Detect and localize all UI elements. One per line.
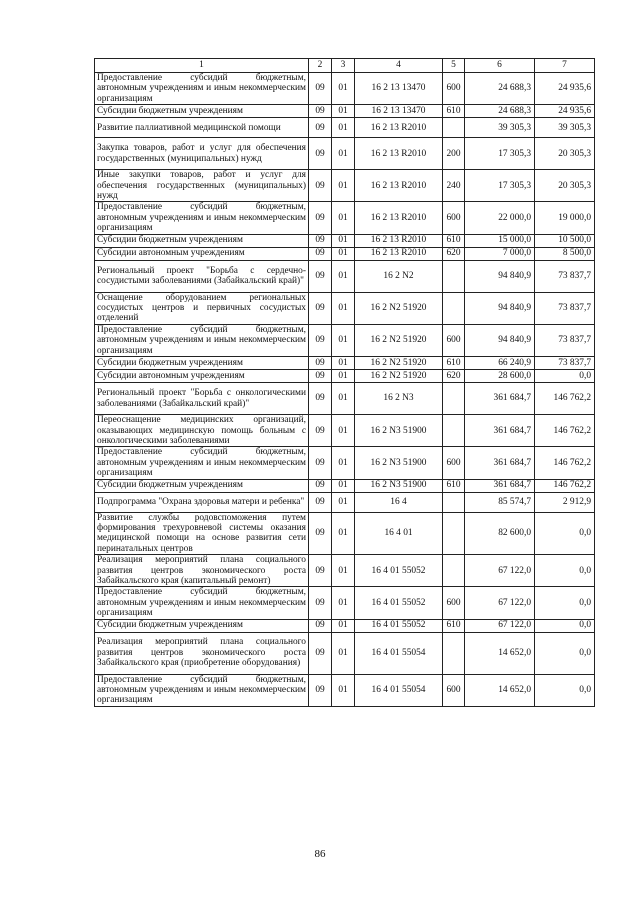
row-section: 09: [309, 415, 332, 447]
table-row: [95, 170, 595, 202]
row-amount-2: 10 500,0: [535, 234, 595, 247]
row-name: Предоставление субсидий бюджетным, автономным учреждениям и иным некоммерческим организациям: [95, 202, 309, 234]
row-amount-2: 73 837,7: [535, 324, 595, 356]
row-amount-2: 0,0: [535, 370, 595, 383]
row-expense-type: 620: [443, 370, 465, 383]
row-amount-2: 0,0: [535, 674, 595, 706]
row-section: 09: [309, 674, 332, 706]
row-amount-1: 28 600,0: [465, 370, 535, 383]
row-name: Развитие службы родовспоможения путем формирования трехуровневой системы оказания медицинской помощи на основе развития сети перинатальных центров: [95, 512, 309, 555]
row-target-article: 16 2 13 R2010: [355, 234, 443, 247]
row-expense-type: [443, 292, 465, 324]
row-subsection: 01: [332, 247, 355, 260]
row-name: Предоставление субсидий бюджетным, автономным учреждениям и иным некоммерческим организациям: [95, 324, 309, 356]
row-target-article: 16 4 01 55052: [355, 555, 443, 587]
row-section: 09: [309, 292, 332, 324]
row-section: 09: [309, 479, 332, 492]
row-amount-1: 15 000,0: [465, 234, 535, 247]
row-subsection: 01: [332, 479, 355, 492]
row-amount-2: 24 935,6: [535, 105, 595, 118]
row-target-article: 16 2 N3 51900: [355, 447, 443, 479]
row-subsection: 01: [332, 674, 355, 706]
row-amount-2: 146 762,2: [535, 447, 595, 479]
row-amount-2: 19 000,0: [535, 202, 595, 234]
row-amount-1: 67 122,0: [465, 555, 535, 587]
row-target-article: 16 2 13 13470: [355, 105, 443, 118]
row-amount-1: 17 305,3: [465, 170, 535, 202]
row-section: 09: [309, 383, 332, 415]
row-name: Субсидии бюджетным учреждениям: [95, 234, 309, 247]
row-target-article: 16 2 13 R2010: [355, 202, 443, 234]
row-name: Предоставление субсидий бюджетным, автономным учреждениям и иным некоммерческим организациям: [95, 587, 309, 619]
row-target-article: 16 4 01 55052: [355, 587, 443, 619]
row-section: 09: [309, 447, 332, 479]
row-expense-type: 600: [443, 674, 465, 706]
row-subsection: 01: [332, 383, 355, 415]
row-section: 09: [309, 138, 332, 170]
row-amount-1: 85 574,7: [465, 492, 535, 512]
row-target-article: 16 2 N2 51920: [355, 292, 443, 324]
row-expense-type: 600: [443, 73, 465, 105]
row-name: Субсидии бюджетным учреждениям: [95, 479, 309, 492]
row-expense-type: [443, 118, 465, 138]
row-target-article: 16 2 N3 51900: [355, 415, 443, 447]
header-col-expense-type: 5: [443, 59, 465, 73]
row-amount-1: 94 840,9: [465, 260, 535, 292]
row-expense-type: 620: [443, 247, 465, 260]
row-name: Субсидии бюджетным учреждениям: [95, 105, 309, 118]
table-row: [95, 234, 595, 247]
row-amount-2: 0,0: [535, 512, 595, 555]
row-amount-1: 66 240,9: [465, 357, 535, 370]
table-row: [95, 619, 595, 632]
table-row: [95, 447, 595, 479]
row-expense-type: 600: [443, 587, 465, 619]
row-section: 09: [309, 492, 332, 512]
row-expense-type: [443, 555, 465, 587]
row-expense-type: 610: [443, 105, 465, 118]
row-name: Предоставление субсидий бюджетным, автономным учреждениям и иным некоммерческим организациям: [95, 447, 309, 479]
row-target-article: 16 4 01 55054: [355, 674, 443, 706]
row-amount-1: 361 684,7: [465, 447, 535, 479]
table-row: [95, 555, 595, 587]
table-row: [95, 260, 595, 292]
table-row: [95, 587, 595, 619]
table-row: [95, 632, 595, 674]
table-row: [95, 118, 595, 138]
table-row: [95, 383, 595, 415]
table-row: [95, 370, 595, 383]
row-section: 09: [309, 324, 332, 356]
row-expense-type: 200: [443, 138, 465, 170]
row-section: 09: [309, 234, 332, 247]
row-subsection: 01: [332, 73, 355, 105]
row-target-article: 16 2 N3 51900: [355, 479, 443, 492]
table-header-row: [95, 59, 595, 73]
row-expense-type: 600: [443, 447, 465, 479]
row-name: Развитие паллиативной медицинской помощи: [95, 118, 309, 138]
row-name: Предоставление субсидий бюджетным, автономным учреждениям и иным некоммерческим организациям: [95, 73, 309, 105]
row-target-article: 16 4 01 55052: [355, 619, 443, 632]
row-amount-2: 20 305,3: [535, 170, 595, 202]
row-section: 09: [309, 632, 332, 674]
row-name: Субсидии автономным учреждениям: [95, 370, 309, 383]
row-section: 09: [309, 118, 332, 138]
table-row: [95, 415, 595, 447]
row-expense-type: 600: [443, 202, 465, 234]
row-amount-2: 146 762,2: [535, 479, 595, 492]
header-col-target-article: 4: [355, 59, 443, 73]
table-row: [95, 357, 595, 370]
table-row: [95, 292, 595, 324]
row-name: Иные закупки товаров, работ и услуг для обеспечения государственных (муниципальных) нужд: [95, 170, 309, 202]
row-target-article: 16 4: [355, 492, 443, 512]
header-col-amount-1: 6: [465, 59, 535, 73]
row-amount-1: 24 688,3: [465, 105, 535, 118]
table-body: [95, 73, 595, 707]
row-target-article: 16 2 13 R2010: [355, 247, 443, 260]
row-subsection: 01: [332, 324, 355, 356]
row-subsection: 01: [332, 170, 355, 202]
row-expense-type: [443, 632, 465, 674]
row-target-article: 16 2 13 13470: [355, 73, 443, 105]
row-expense-type: 600: [443, 324, 465, 356]
row-name: Переоснащение медицинских организаций, оказывающих медицинскую помощь больным с онкологическими заболеваниями: [95, 415, 309, 447]
row-subsection: 01: [332, 492, 355, 512]
row-target-article: 16 4 01 55054: [355, 632, 443, 674]
row-section: 09: [309, 555, 332, 587]
table-row: [95, 512, 595, 555]
table-row: [95, 202, 595, 234]
table-row: [95, 492, 595, 512]
row-amount-2: 39 305,3: [535, 118, 595, 138]
header-col-amount-2: 7: [535, 59, 595, 73]
row-amount-1: 361 684,7: [465, 479, 535, 492]
row-subsection: 01: [332, 370, 355, 383]
row-expense-type: 240: [443, 170, 465, 202]
row-amount-2: 0,0: [535, 632, 595, 674]
row-section: 09: [309, 370, 332, 383]
row-name: Оснащение оборудованием региональных сосудистых центров и первичных сосудистых отделений: [95, 292, 309, 324]
row-target-article: 16 2 N2 51920: [355, 370, 443, 383]
row-expense-type: [443, 383, 465, 415]
row-amount-2: 0,0: [535, 619, 595, 632]
row-name: Предоставление субсидий бюджетным, автономным учреждениям и иным некоммерческим организациям: [95, 674, 309, 706]
budget-table: [94, 58, 595, 707]
row-name: Закупка товаров, работ и услуг для обеспечения государственных (муниципальных) нужд: [95, 138, 309, 170]
table-row: [95, 73, 595, 105]
row-target-article: 16 4 01: [355, 512, 443, 555]
row-subsection: 01: [332, 357, 355, 370]
header-col-section: 2: [309, 59, 332, 73]
row-subsection: 01: [332, 292, 355, 324]
row-subsection: 01: [332, 632, 355, 674]
row-subsection: 01: [332, 447, 355, 479]
row-amount-1: 361 684,7: [465, 383, 535, 415]
table-row: [95, 479, 595, 492]
row-expense-type: 610: [443, 357, 465, 370]
row-amount-1: 361 684,7: [465, 415, 535, 447]
row-amount-2: 24 935,6: [535, 73, 595, 105]
row-amount-2: 0,0: [535, 555, 595, 587]
row-amount-2: 8 500,0: [535, 247, 595, 260]
row-section: 09: [309, 512, 332, 555]
row-amount-1: 94 840,9: [465, 292, 535, 324]
row-amount-1: 67 122,0: [465, 587, 535, 619]
row-amount-2: 20 305,3: [535, 138, 595, 170]
row-name: Региональный проект "Борьба с онкологическими заболеваниями (Забайкальский край)": [95, 383, 309, 415]
row-section: 09: [309, 357, 332, 370]
row-subsection: 01: [332, 138, 355, 170]
row-expense-type: 610: [443, 234, 465, 247]
row-subsection: 01: [332, 118, 355, 138]
row-name: Подпрограмма "Охрана здоровья матери и ребенка": [95, 492, 309, 512]
row-target-article: 16 2 13 R2010: [355, 138, 443, 170]
row-subsection: 01: [332, 202, 355, 234]
row-amount-1: 39 305,3: [465, 118, 535, 138]
table-row: [95, 324, 595, 356]
header-col-name: 1: [95, 59, 309, 73]
row-subsection: 01: [332, 555, 355, 587]
row-amount-1: 82 600,0: [465, 512, 535, 555]
row-section: 09: [309, 202, 332, 234]
row-name: Субсидии автономным учреждениям: [95, 247, 309, 260]
row-target-article: 16 2 N2 51920: [355, 324, 443, 356]
row-subsection: 01: [332, 512, 355, 555]
row-amount-2: 73 837,7: [535, 260, 595, 292]
row-subsection: 01: [332, 619, 355, 632]
row-amount-2: 146 762,2: [535, 383, 595, 415]
row-amount-1: 22 000,0: [465, 202, 535, 234]
row-amount-2: 73 837,7: [535, 357, 595, 370]
row-target-article: 16 2 N2 51920: [355, 357, 443, 370]
row-amount-1: 67 122,0: [465, 619, 535, 632]
row-expense-type: [443, 260, 465, 292]
row-section: 09: [309, 587, 332, 619]
row-amount-1: 14 652,0: [465, 632, 535, 674]
row-amount-1: 94 840,9: [465, 324, 535, 356]
row-amount-1: 14 652,0: [465, 674, 535, 706]
row-expense-type: [443, 512, 465, 555]
row-subsection: 01: [332, 234, 355, 247]
row-name: Субсидии бюджетным учреждениям: [95, 619, 309, 632]
row-target-article: 16 2 N3: [355, 383, 443, 415]
row-expense-type: 610: [443, 619, 465, 632]
row-amount-1: 24 688,3: [465, 73, 535, 105]
row-target-article: 16 2 13 R2010: [355, 118, 443, 138]
row-section: 09: [309, 105, 332, 118]
row-target-article: 16 2 N2: [355, 260, 443, 292]
row-section: 09: [309, 247, 332, 260]
row-section: 09: [309, 170, 332, 202]
row-section: 09: [309, 619, 332, 632]
table-row: [95, 105, 595, 118]
row-expense-type: 610: [443, 479, 465, 492]
row-section: 09: [309, 73, 332, 105]
row-section: 09: [309, 260, 332, 292]
row-subsection: 01: [332, 105, 355, 118]
row-name: Региональный проект "Борьба с сердечно-сосудистыми заболеваниями (Забайкальский край)": [95, 260, 309, 292]
row-subsection: 01: [332, 587, 355, 619]
row-subsection: 01: [332, 415, 355, 447]
page-number: 86: [314, 848, 326, 860]
row-name: Реализация мероприятий плана социального развития центров экономического роста Забайкальского края (приобретение оборудования): [95, 632, 309, 674]
table-row: [95, 247, 595, 260]
row-expense-type: [443, 492, 465, 512]
row-name: Субсидии бюджетным учреждениям: [95, 357, 309, 370]
table-row: [95, 674, 595, 706]
row-name: Реализация мероприятий плана социального развития центров экономического роста Забайкальского края (капитальный ремонт): [95, 555, 309, 587]
row-subsection: 01: [332, 260, 355, 292]
row-amount-2: 73 837,7: [535, 292, 595, 324]
row-amount-2: 0,0: [535, 587, 595, 619]
row-expense-type: [443, 415, 465, 447]
table-row: [95, 138, 595, 170]
row-amount-1: 7 000,0: [465, 247, 535, 260]
row-amount-2: 2 912,9: [535, 492, 595, 512]
row-target-article: 16 2 13 R2010: [355, 170, 443, 202]
row-amount-2: 146 762,2: [535, 415, 595, 447]
row-amount-1: 17 305,3: [465, 138, 535, 170]
header-col-subsection: 3: [332, 59, 355, 73]
